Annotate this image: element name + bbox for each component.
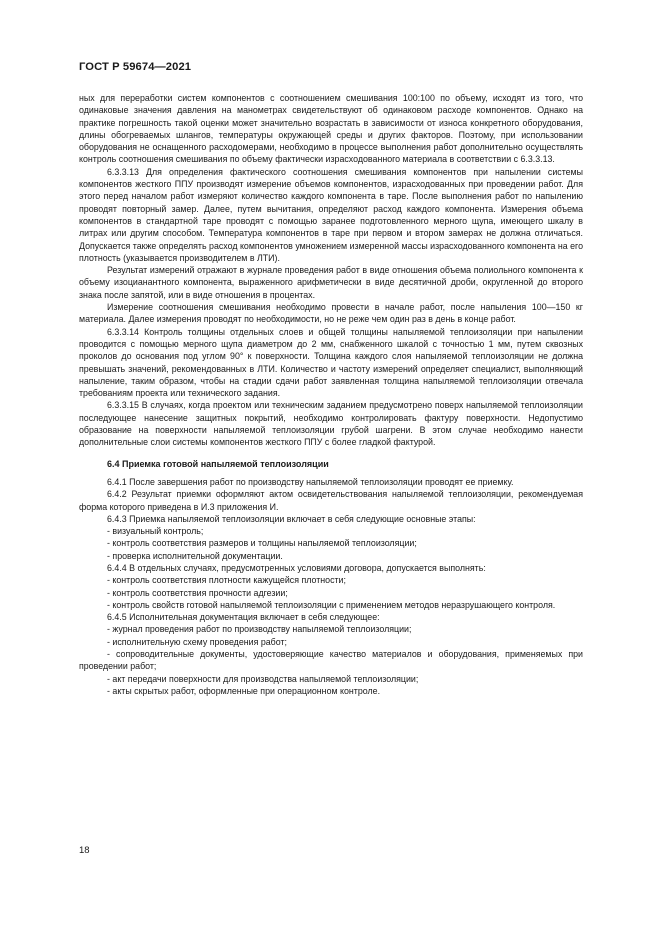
document-body (79, 92, 583, 697)
list-item: - акт передачи поверхности для производства напыляемой теплоизоляции; (107, 673, 419, 684)
paragraph-6-4-4: 6.4.4 В отдельных случаях, предусмотренных условиями договора, допускается выполнять: (107, 562, 486, 573)
paragraph-continuation: ных для переработки систем компонентов с соотношением смешивания 100:100 по объему, исходят из того, что одинаковые значения давления на манометрах свидетельствуют об одинаковом расходе компонентов. Однако на практике погрешность такой оценки может значительно возрастать в зависимости от износа конкретного оборудования, длины обогреваемых шлангов, температуры окружающей среды и других факторов. Поэтому, при использовании оборудования не оснащенного расходомерами, необходимо в процессе выполнения работ дополнительно осуществлять контроль соотношения смешивания по объему фактически израсходованного материала в соответствии с 6.3.3.13. (79, 93, 583, 165)
list-item: - визуальный контроль; (107, 526, 204, 537)
paragraph-6-3-3-13: 6.3.3.13 Для определения фактического соотношения смешивания компонентов при напылении системы компонентов жесткого ППУ производят измерение объемов компонентов, израсходованных при проведении работ. Для этого перед началом работ измеряют количество каждого компонента в таре. После выполнения работ по напылению проводят повторный замер. Далее, путем вычитания, определяют расход каждого компонента. Измерения объема компонентов в стандартной таре проводят с помощью заранее подготовленного мерного щупа, имеющего шкалу в литрах или другим способом. Температура компонентов в таре при первом и втором замерах не должна отличаться. Допускается также определять расход компонентов умножением измеренной массы израсходованного компонента на его плотность (указывается производителем в ЛТИ). (79, 166, 583, 263)
list-item: - исполнительную схему проведения работ; (107, 636, 287, 647)
section-title-6-4: 6.4 Приемка готовой напыляемой теплоизоляции (107, 458, 329, 469)
list-item: - контроль соответствия размеров и толщины напыляемой теплоизоляции; (107, 538, 417, 549)
paragraph-6-4-5: 6.4.5 Исполнительная документация включает в себя следующее: (107, 612, 380, 623)
list-item: - контроль свойств готовой напыляемой теплоизоляции с применением методов неразрушающего контроля. (107, 599, 556, 610)
list-item: - контроль соответствия прочности адгезии; (107, 587, 288, 598)
list-item: - журнал проведения работ по производству напыляемой теплоизоляции; (107, 624, 412, 635)
paragraph-measurement-result: Результат измерений отражают в журнале проведения работ в виде отношения объема полиольного компонента к объему изоцианантного компонента, выраженного арифметически в виде десятичной дроби, округленной до второго знака после запятой, или в виде отношения в процентах. (79, 265, 583, 300)
paragraph-6-4-2: 6.4.2 Результат приемки оформляют актом освидетельствования напыляемой теплоизоляции, рекомендуемая форма которого приведена в И.3 приложения И. (79, 489, 583, 512)
list-item: - сопроводительные документы, удостоверяющие качество материалов и оборудования, применяемых при проведении работ; (79, 649, 583, 672)
paragraph-6-4-1: 6.4.1 После завершения работ по производству напыляемой теплоизоляции проводят ее приемку. (107, 476, 514, 487)
list-item: - акты скрытых работ, оформленные при операционном контроле. (107, 685, 381, 696)
paragraph-mixing-ratio-check: Измерение соотношения смешивания необходимо провести в начале работ, после напыления 100—150 кг материала. Далее измерения проводят по необходимости, но не реже чем один раз в день в конце работ. (79, 302, 583, 325)
paragraph-6-4-3: 6.4.3 Приемка напыляемой теплоизоляции включает в себя следующие основные этапы: (107, 513, 476, 524)
paragraph-6-3-3-15: 6.3.3.15 В случаях, когда проектом или техническим заданием предусмотрено поверх напыляемой теплоизоляции последующее нанесение защитных покрытий, необходимо контролировать фактуру поверхности. Недопустимо образование на поверхности напыляемой теплоизоляции грубой шагрени. В этом случае необходимо нанести дополнительные слои системы компонентов жесткого ППУ с более гладкой фактурой. (79, 400, 583, 448)
document-header: ГОСТ Р 59674—2021 (79, 61, 192, 73)
paragraph-6-3-3-14: 6.3.3.14 Контроль толщины отдельных слоев и общей толщины напыляемой теплоизоляции при напылении проводится с помощью мерного щупа диаметром до 2 мм, снабженного шкалой с точностью 1 мм, путем сквозных проколов до основания под углом 90° к поверхности. Толщина каждого слоя напыляемой теплоизоляции не должна превышать значений, рекомендованных в ЛТИ. Количество и частоту измерений определяет специалист, выполняющий напыление, таким образом, чтобы на стадии сдачи работ заявленная толщина напыляемой теплоизоляции отвечала требованиям проекта или технического задания. (79, 326, 583, 399)
list-item: - контроль соответствия плотности кажущейся плотности; (107, 575, 346, 586)
page-number: 18 (79, 845, 90, 856)
list-item: - проверка исполнительной документации. (107, 550, 283, 561)
